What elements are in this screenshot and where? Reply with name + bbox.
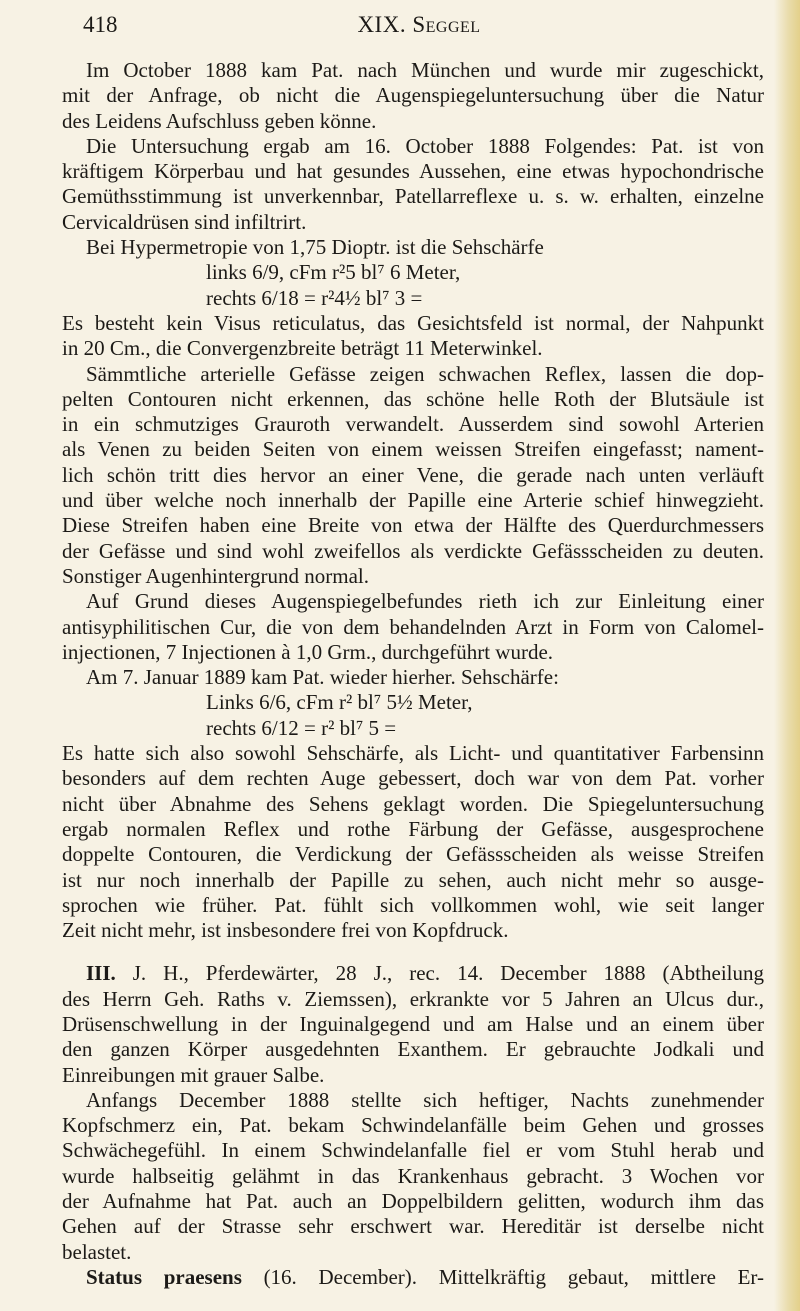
acuity-line-right: rechts 6/18 = r²4½ bl⁷ 3 = [206,285,423,310]
page-number: 418 [83,12,118,37]
text-line: antisyphilitischen Cur, die von dem behandelnden Arzt in Form von Calomel- [62,614,764,639]
running-title-roman: XIX. [357,12,407,37]
acuity-line-left: Links 6/6, cFm r² bl⁷ 5½ Meter, [206,690,473,715]
text-line: und über welche noch innerhalb der Papille eine Arterie schief hinwegzieht. [62,488,764,513]
text-line: in ein schmutziges Grauroth verwandelt. Ausserdem sind sowohl Arterien [62,412,764,437]
text-line: der Gefässe und sind wohl zweifellos als verdickte Gefässscheiden zu deuten. [62,538,764,563]
body-text [62,58,764,1290]
text-line: Anfangs December 1888 stellte sich heftiger, Nachts zunehmender [86,1087,764,1112]
case-3-heading-line [62,961,764,986]
acuity-line-right: rechts 6/12 = r² bl⁷ 5 = [206,715,397,740]
text-line: als Venen zu beiden Seiten von einem weissen Streifen eingefasst; nament- [62,437,764,462]
text-line: ergab normalen Reflex und rothe Färbung der Gefässe, ausgesprochene [62,816,764,841]
text-line: Diese Streifen haben eine Breite von etwa der Hälfte des Querdurchmessers [62,513,764,538]
running-header [83,12,755,52]
text-line: ist nur noch innerhalb der Papille zu sehen, auch nicht mehr so ausge- [62,867,764,892]
text-line: den ganzen Körper ausgedehnten Exanthem. Er gebrauchte Jodkali und [62,1037,764,1062]
page-edge-shadow [774,0,800,1311]
case-text: J. H., Pferdewärter, 28 J., rec. 14. December 1888 (Abtheilung [115,961,764,986]
text-line: der Aufnahme hat Pat. auch an Doppelbildern gelitten, wodurch ihm das [62,1189,764,1214]
text-line: Sämmtliche arterielle Gefässe zeigen schwachen Reflex, lassen die dop- [86,361,764,386]
text-line: Die Untersuchung ergab am 16. October 1888 Folgendes: Pat. ist von [86,133,764,158]
text-line: doppelte Contouren, die Verdickung der Gefässscheiden als weisse Streifen [62,842,764,867]
text-line: wurde halbseitig gelähmt in das Krankenhaus gebracht. 3 Wochen vor [62,1163,764,1188]
text-line: Sonstiger Augenhintergrund normal. [62,563,369,588]
running-title [83,12,755,38]
text-line: Gehen auf der Strasse sehr erschwert war. Hereditär ist derselbe nicht [62,1214,764,1239]
text-line: Es hatte sich also sowohl Sehschärfe, als Licht- und quantitativer Farbensinn [62,741,764,766]
text-line: Gemüthsstimmung ist unverkennbar, Patellarreflexe u. s. w. erhalten, einzelne [62,184,764,209]
text-line: Am 7. Januar 1889 kam Pat. wieder hierher. Sehschärfe: [86,665,559,690]
acuity-line-left: links 6/9, cFm r²5 bl⁷ 6 Meter, [206,260,461,285]
text-line: Schwächegefühl. In einem Schwindelanfalle fiel er vom Stuhl herab und [62,1138,764,1163]
status-heading: Status praesens [86,1264,242,1289]
text-line: Auf Grund dieses Augenspiegelbefundes rieth ich zur Einleitung einer [86,589,764,614]
text-line: Cervicaldrüsen sind infiltrirt. [62,209,307,234]
text-line: besonders auf dem rechten Auge gebessert, doch war von dem Pat. vorher [62,766,764,791]
text-line: injectionen, 7 Injectionen à 1,0 Grm., durchgeführt wurde. [62,639,554,664]
case-number: III. [86,961,116,986]
text-line: des Herrn Geh. Raths v. Ziemssen), erkrankte vor 5 Jahren an Ulcus dur., [62,986,764,1011]
text-line: in 20 Cm., die Convergenzbreite beträgt 11 Meterwinkel. [62,336,543,361]
text-line: lich schön tritt dies hervor an einer Vene, die gerade nach unten verläuft [62,462,764,487]
text-line: nicht über Abnahme des Sehens geklagt worden. Die Spiegeluntersuchung [62,791,764,816]
text-line: Zeit nicht mehr, ist insbesondere frei von Kopfdruck. [62,918,509,943]
text-line: pelten Contouren nicht erkennen, das schöne helle Roth der Blutsäule ist [62,386,764,411]
text-line: mit der Anfrage, ob nicht die Augenspiegeluntersuchung über die Natur [62,83,764,108]
status-praesens-line [62,1265,764,1290]
text-line: Einreibungen mit grauer Salbe. [62,1062,325,1087]
text-line: belastet. [62,1239,132,1264]
text-line: Bei Hypermetropie von 1,75 Dioptr. ist die Sehschärfe [86,235,544,260]
text-line: Drüsenschwellung in der Inguinalgegend und am Halse und an einem über [62,1011,764,1036]
status-text: (16. December). Mittelkräftig gebaut, mittlere Er- [241,1264,764,1289]
running-title-name: Seggel [412,12,481,37]
text-line: Es besteht kein Visus reticulatus, das Gesichtsfeld ist normal, der Nahpunkt [62,310,764,335]
section-gap [62,943,764,961]
text-line: Im October 1888 kam Pat. nach München und wurde mir zugeschickt, [86,58,764,82]
text-line: sprochen wie früher. Pat. fühlt sich vollkommen wohl, wie seit langer [62,892,764,917]
text-line: des Leidens Aufschluss geben könne. [62,108,377,133]
text-line: kräftigem Körperbau und hat gesundes Aussehen, eine etwas hypochondrische [62,159,764,184]
text-line: Kopfschmerz ein, Pat. bekam Schwindelanfälle beim Gehen und grosses [62,1113,764,1138]
